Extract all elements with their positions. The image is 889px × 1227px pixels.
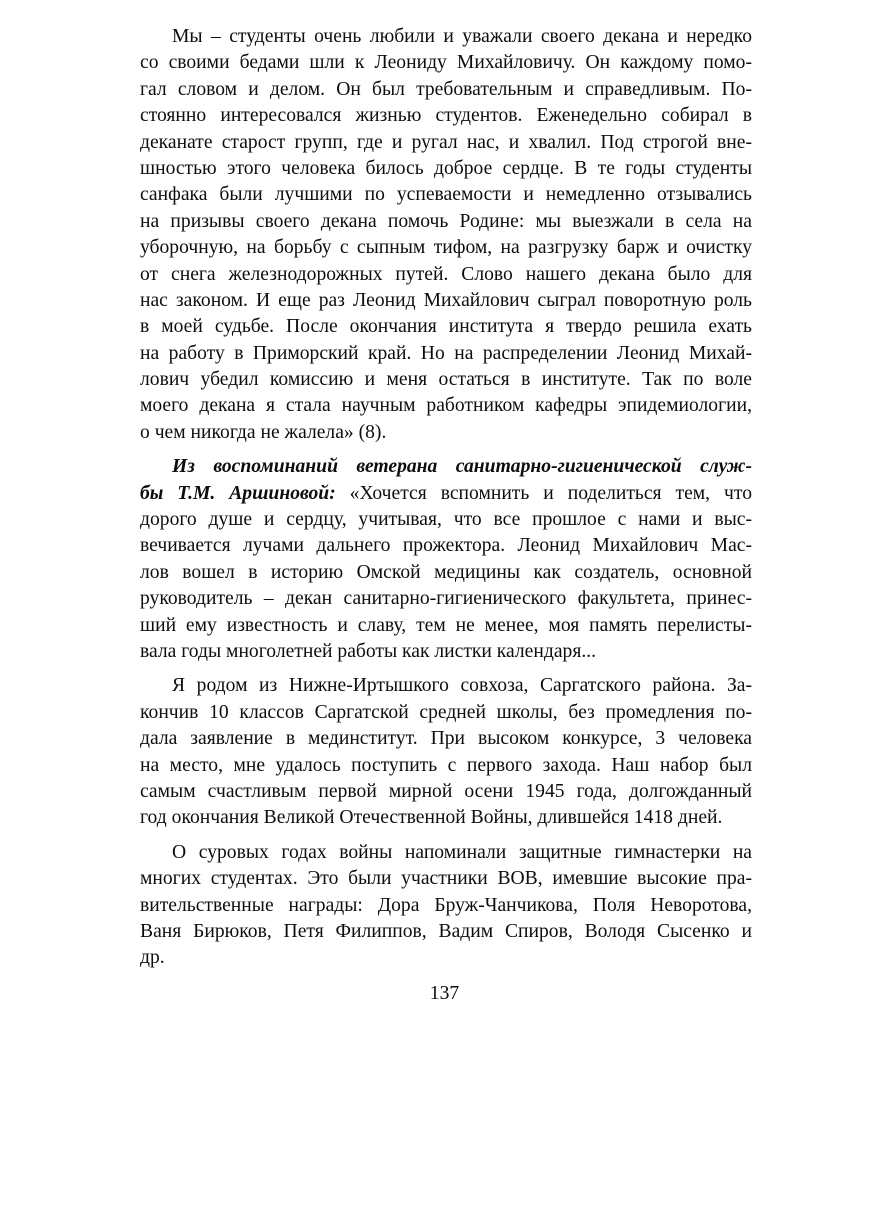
line-text: на призывы своего декана помочь Родине: мы выезжали в села на [140, 210, 752, 232]
text-line [140, 367, 752, 393]
line-text: уборочную, на борьбу с сыпным тифом, на разгрузку барж и очистку [140, 237, 752, 259]
line-text: ший ему известность и славу, тем не менее, моя память перелисты- [140, 614, 752, 636]
line-text: на место, мне удалось поступить с первого захода. Наш набор был [140, 754, 752, 776]
line-text: руководитель – декан санитарно-гигиенического факультета, принес- [140, 588, 752, 610]
line-text: «Хочется вспомнить и поделиться тем, что [335, 482, 752, 504]
text-line [140, 314, 752, 340]
line-text: Мы – студенты очень любили и уважали своего декана и нередко [172, 26, 752, 47]
text-line [140, 341, 752, 367]
line-text: лов вошел в историю Омской медицины как создатель, основной [140, 561, 752, 583]
line-text: вечивается лучами дальнего прожектора. Леонид Михайлович Мас- [140, 535, 752, 557]
text-line [140, 50, 752, 76]
text-line [140, 24, 752, 50]
paragraph [140, 840, 752, 972]
text-line [140, 420, 752, 446]
text-line [140, 613, 752, 639]
text-line [140, 209, 752, 235]
text-line [140, 779, 752, 805]
text-line [140, 945, 752, 971]
paragraph [140, 673, 752, 831]
line-text: О суровых годах войны напоминали защитные гимнастерки на [172, 841, 752, 863]
text-line [140, 639, 752, 665]
line-text: вительственные награды: Дора Бруж-Чанчикова, Поля Неворотова, [140, 894, 752, 916]
line-text: деканате старост групп, где и ругал нас, и хвалил. Под строгой вне- [140, 131, 752, 153]
line-text: гал словом и делом. Он был требовательным и справедливым. По- [140, 78, 752, 100]
line-text: со своими бедами шли к Леониду Михайловичу. Он каждому помо- [140, 52, 752, 74]
text-line [140, 726, 752, 752]
line-text: дорого душе и сердцу, учитывая, что все прошлое с нами и выс- [140, 509, 752, 531]
line-text: Я родом из Нижне-Иртышкого совхоза, Саргатского района. За- [172, 675, 752, 697]
text-line [140, 77, 752, 103]
paragraph [140, 24, 752, 446]
line-text: на работу в Приморский край. Но на распределении Леонид Михай- [140, 342, 752, 364]
line-text: о чем никогда не жалела» (8). [140, 421, 387, 443]
line-text: Ваня Бирюков, Петя Филиппов, Вадим Спиров, Володя Сысенко и [140, 920, 752, 942]
line-text: многих студентах. Это были участники ВОВ, имевшие высокие пра- [140, 868, 752, 890]
paragraph [140, 454, 752, 665]
line-text: от снега железнодорожных путей. Слово нашего декана было для [140, 263, 752, 285]
text-line [140, 182, 752, 208]
bold-italic-text: Из воспоминаний ветерана санитарно-гигиенической служ- [172, 456, 752, 478]
text-line [140, 481, 752, 507]
text-line [140, 262, 752, 288]
text-line [140, 700, 752, 726]
text-line [140, 586, 752, 612]
paragraph-gap [140, 665, 752, 673]
text-line [140, 454, 752, 480]
text-line [140, 673, 752, 699]
text-line [140, 103, 752, 129]
line-text: кончив 10 классов Саргатской средней школы, без промедления по- [140, 701, 752, 723]
text-line [140, 156, 752, 182]
text-line [140, 393, 752, 419]
text-line [140, 893, 752, 919]
line-text: самым счастливым первой мирной осени 1945 года, долгожданный [140, 780, 752, 802]
text-line [140, 919, 752, 945]
text-line [140, 560, 752, 586]
line-text: шностью этого человека билось доброе сердце. В те годы студенты [140, 157, 752, 179]
text-line [140, 235, 752, 261]
text-line [140, 507, 752, 533]
text-line [140, 288, 752, 314]
line-text: нас законом. И еще раз Леонид Михайлович сыграл поворотную роль [140, 289, 752, 311]
line-text: в моей судьбе. После окончания института я твердо решила ехать [140, 316, 752, 338]
text-line [140, 840, 752, 866]
text-line [140, 753, 752, 779]
bold-italic-text: бы Т.М. Аршиновой: [140, 482, 336, 504]
page-body [140, 24, 752, 972]
text-line [140, 866, 752, 892]
line-text: санфака были лучшими по успеваемости и немедленно отзывались [140, 184, 752, 206]
page-number: 137 [429, 983, 460, 1004]
line-text: лович убедил комиссию и меня остаться в институте. Так по воле [140, 369, 752, 391]
line-text: др. [140, 947, 165, 969]
paragraph-gap [140, 446, 752, 454]
text-line [140, 130, 752, 156]
text-line [140, 805, 752, 831]
paragraph-gap [140, 832, 752, 840]
line-text: моего декана я стала научным работником кафедры эпидемиологии, [140, 395, 752, 417]
line-text: стоянно интересовался жизнью студентов. Еженедельно собирал в [140, 105, 752, 127]
text-line [140, 533, 752, 559]
line-text: дала заявление в мединститут. При высоком конкурсе, 3 человека [140, 728, 752, 750]
line-text: вала годы многолетней работы как листки календаря... [140, 640, 597, 662]
line-text: год окончания Великой Отечественной Войны, длившейся 1418 дней. [140, 807, 723, 829]
